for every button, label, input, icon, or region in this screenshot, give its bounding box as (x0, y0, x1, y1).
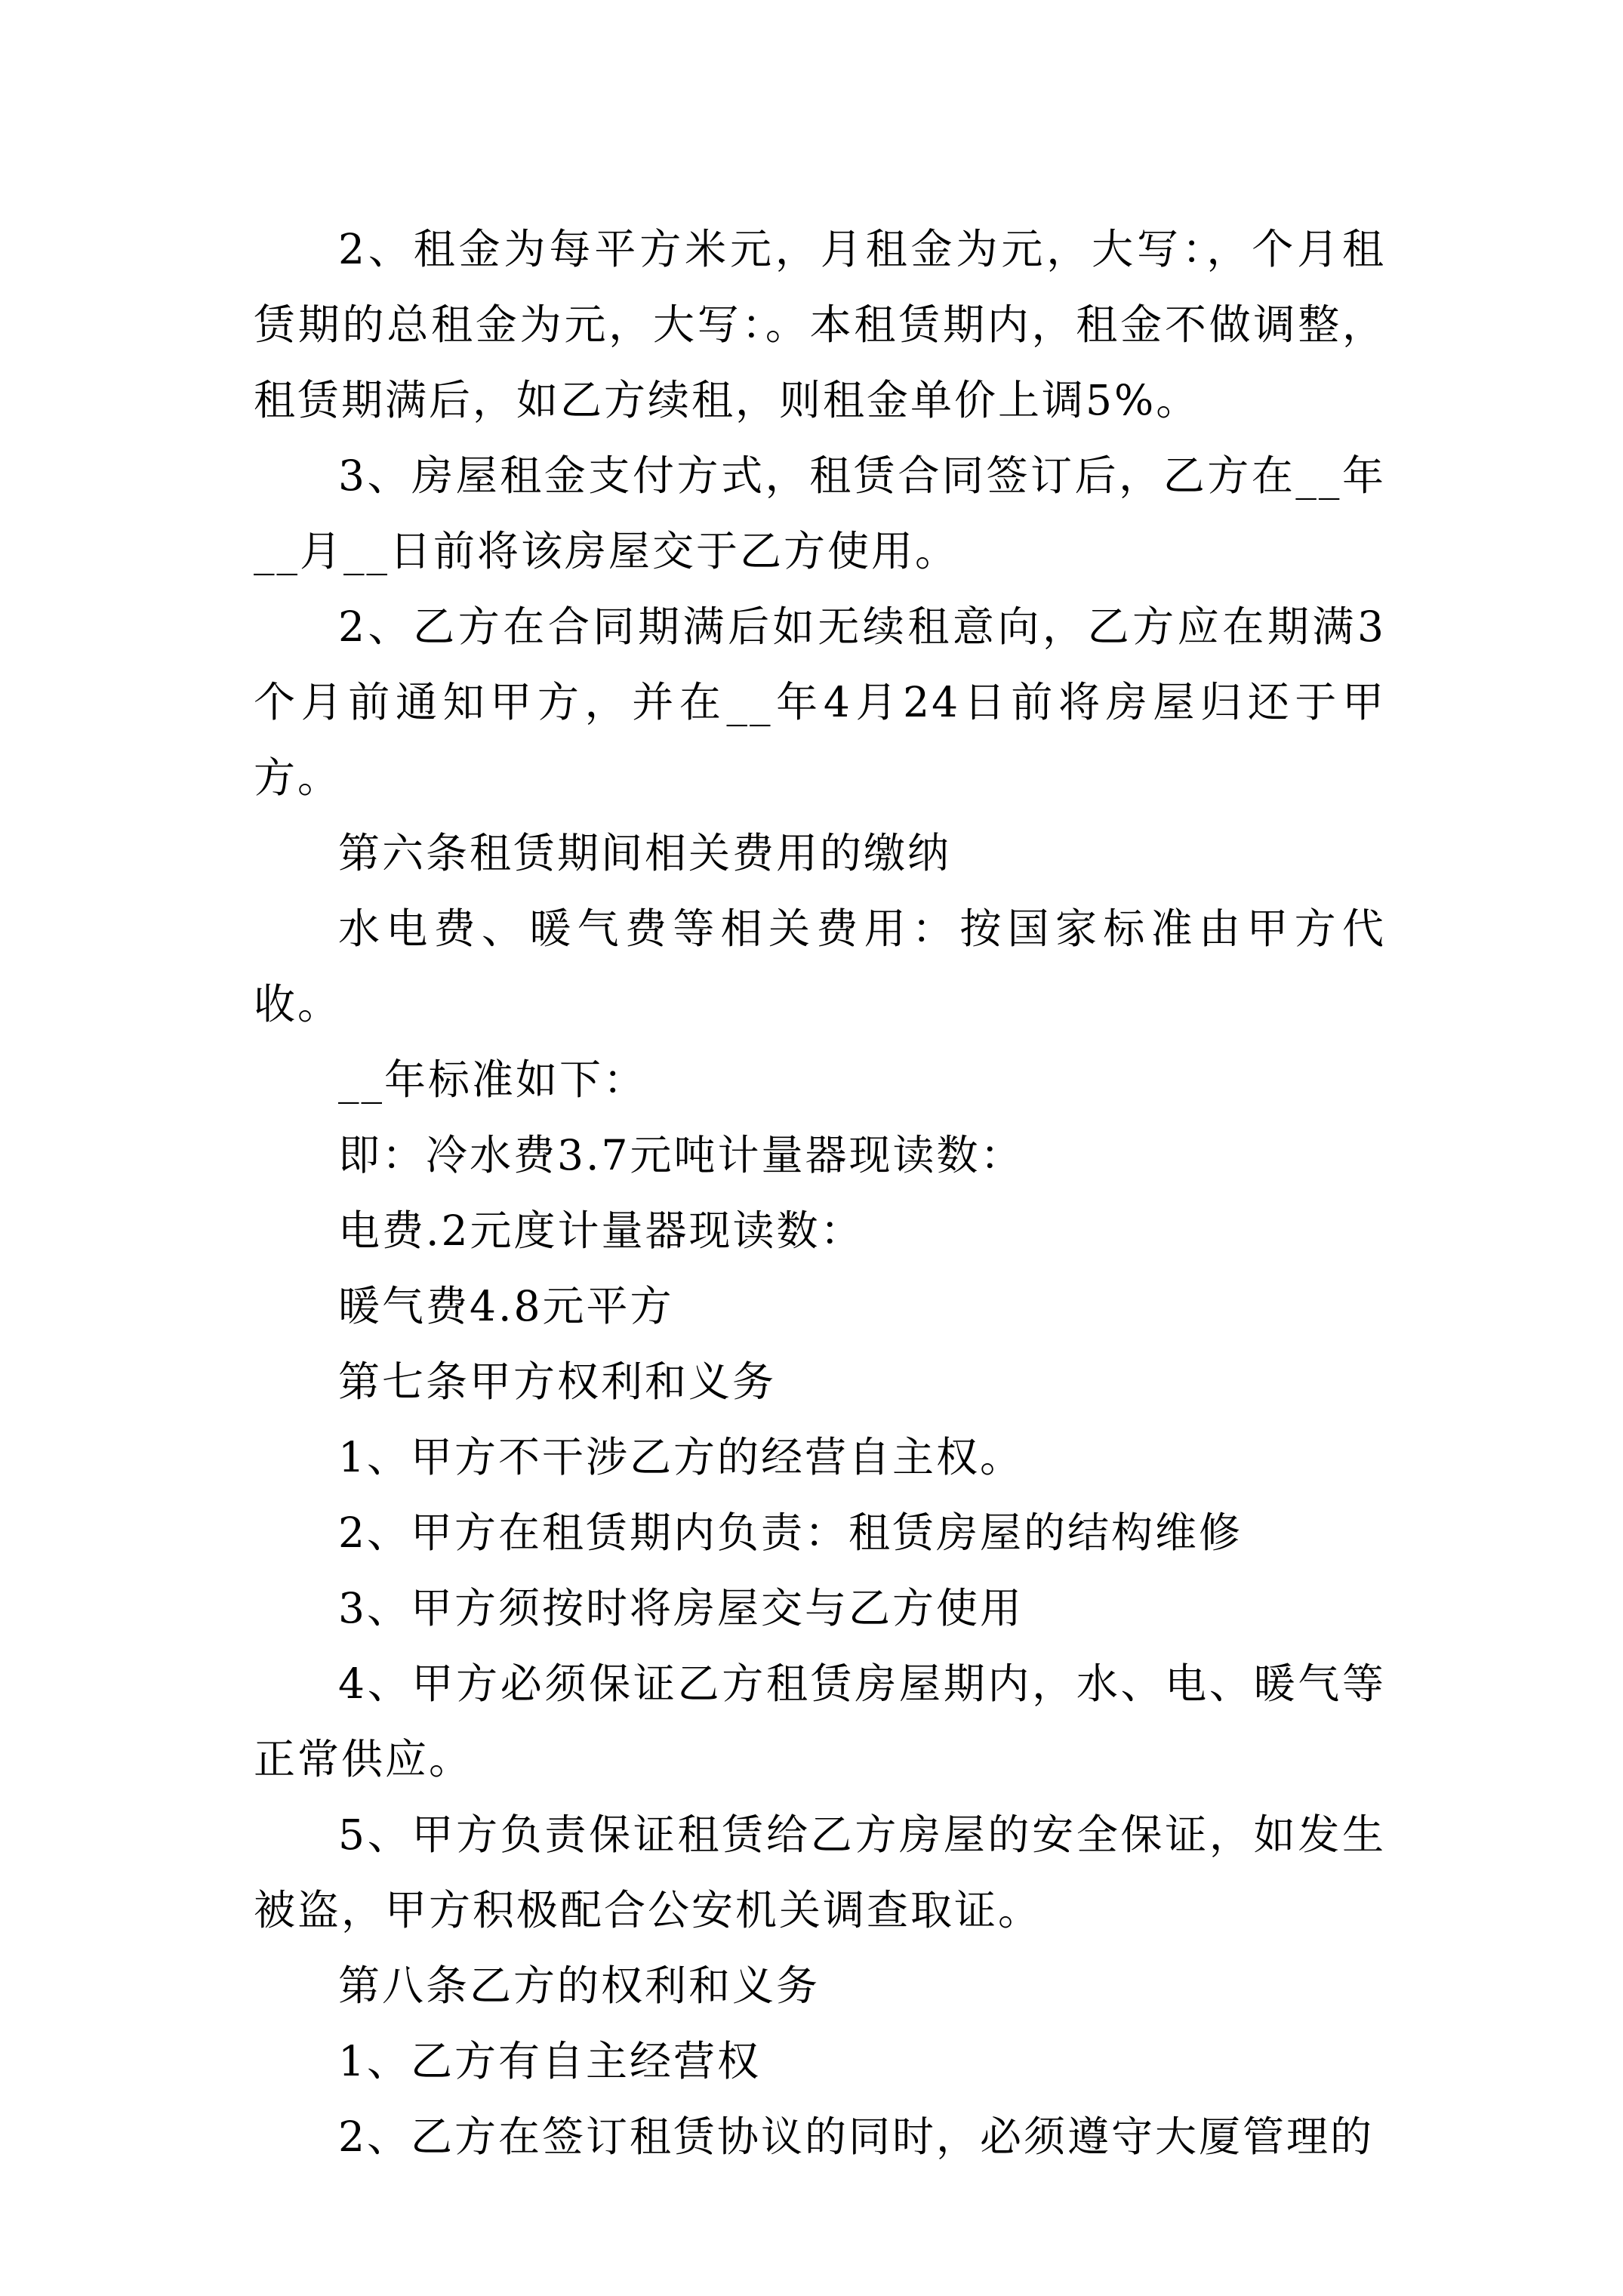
list-item-party-a-2: 2、甲方在租赁期内负责：租赁房屋的结构维修 (338, 1509, 1243, 1557)
list-item-party-a-4: 4、甲方必须保证乙方租赁房屋期内，水、电、暖气等正常供应。 (254, 1660, 1386, 1783)
paragraph-return-notice: 2、乙方在合同期满后如无续租意向，乙方应在期满3个月前通知甲方，并在__年4月24日前将房屋归还于甲方。 (254, 603, 1386, 802)
list-item-party-a-5: 5、甲方负责保证租赁给乙方房屋的安全保证，如发生被盗，甲方积极配合公安机关调查取证。 (254, 1811, 1386, 1934)
heading-article-6: 第六条租赁期间相关费用的缴纳 (338, 829, 952, 877)
paragraph-electric-fee: 电费.2元度计量器现读数： (338, 1207, 864, 1255)
paragraph-standard-intro: __年标准如下： (338, 1056, 648, 1104)
paragraph-rent-amount: 2、租金为每平方米元，月租金为元，大写：，个月租赁期的总租金为元，大写：。本租赁期内，租金不做调整，租赁期满后，如乙方续租，则租金单价上调5%。 (254, 225, 1386, 424)
heading-article-8: 第八条乙方的权利和义务 (338, 1962, 821, 2010)
paragraph-utility-fees: 水电费、暖气费等相关费用：按国家标准由甲方代收。 (254, 905, 1386, 1028)
list-item-party-a-1: 1、甲方不干涉乙方的经营自主权。 (338, 1433, 1024, 1481)
heading-article-7: 第七条甲方权利和义务 (338, 1358, 777, 1406)
paragraph-water-fee: 即：冷水费3.7元吨计量器现读数： (338, 1131, 1024, 1179)
paragraph-heating-fee: 暖气费4.8元平方 (338, 1282, 674, 1330)
list-item-party-a-3: 3、甲方须按时将房屋交与乙方使用 (338, 1584, 1024, 1632)
document-body (254, 211, 1386, 2174)
list-item-party-b-2: 2、乙方在签订租赁协议的同时，必须遵守大厦管理的 (338, 2113, 1374, 2161)
list-item-party-b-1: 1、乙方有自主经营权 (338, 2037, 761, 2085)
paragraph-payment-method: 3、房屋租金支付方式，租赁合同签订后，乙方在__年__月__日前将该房屋交于乙方使用。 (254, 451, 1386, 575)
